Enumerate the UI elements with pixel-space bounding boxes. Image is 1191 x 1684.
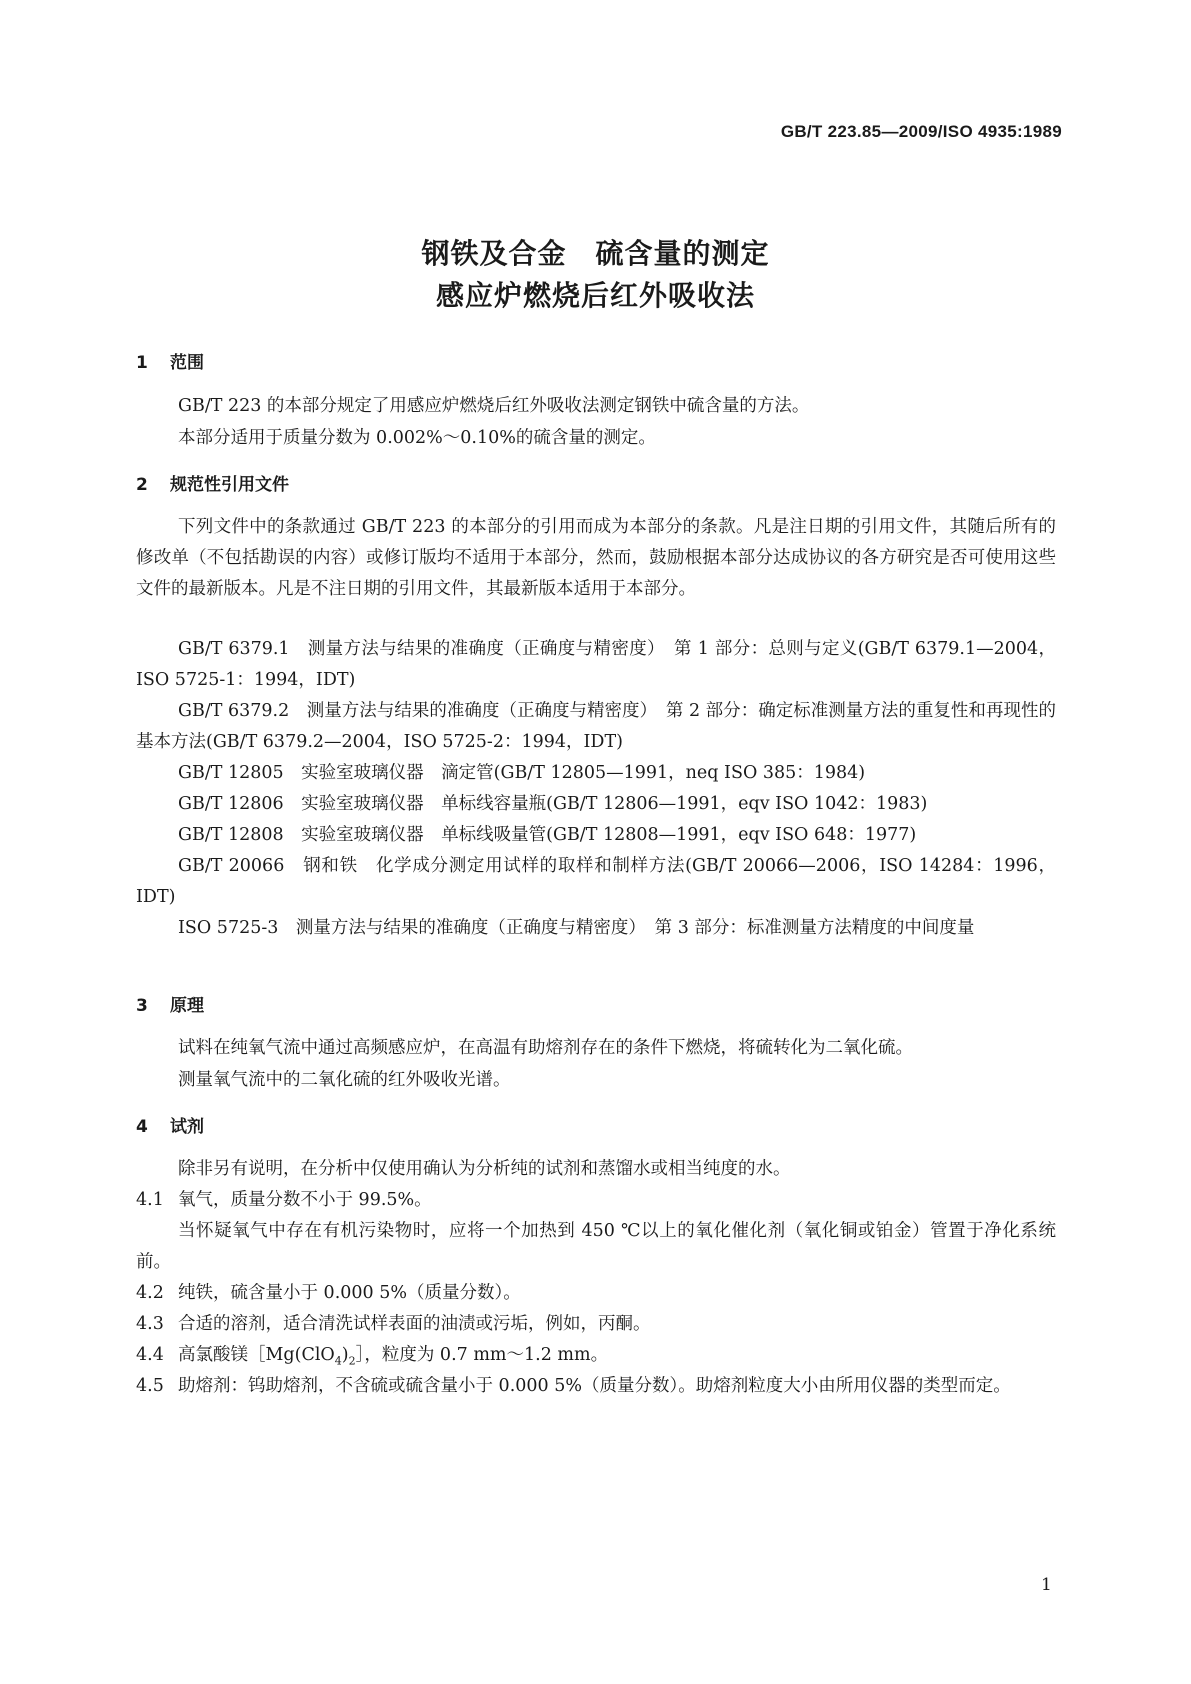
clause-text: 纯铁，硫含量小于 0.000 5%（质量分数）。 [178,1283,521,1303]
section-number: 1 [136,353,148,373]
reference-item: GB/T 12805 实验室玻璃仪器 滴定管(GB/T 12805—1991，neq ISO 385：1984) [178,763,866,783]
clause-number: 4.5 [136,1376,164,1396]
clause-4-3 [136,1309,651,1340]
reference-item: ISO 5725-3 测量方法与结果的准确度（正确度与精密度） 第 3 部分：标准测量方法精度的中间度量 [178,918,975,938]
section-4-heading [136,1112,204,1137]
section-2-intro: 下列文件中的条款通过 GB/T 223 的本部分的引用而成为本部分的条款。凡是注日期的引用文件，其随后所有的修改单（不包括勘误的内容）或修订版均不适用于本部分，然而，鼓励根据本部分达成协议的各方研究是否可使用这些文件的最新版本。凡是不注日期的引用文件，其最新版本适用于本部分。 [136,517,1056,599]
clause-text: ) [341,1345,349,1365]
section-1-heading [136,348,204,373]
clause-text: 氧气，质量分数不小于 99.5%。 [178,1190,432,1210]
section-3-paragraph: 试料在纯氧气流中通过高频感应炉，在高温有助熔剂存在的条件下燃烧，将硫转化为二氧化硫。 [178,1038,913,1058]
clause-4-1 [136,1185,432,1216]
section-number: 4 [136,1117,148,1137]
clause-4-2 [136,1278,521,1309]
clause-number: 4.1 [136,1190,164,1210]
section-number: 3 [136,996,148,1016]
clause-4-1-note: 当怀疑氧气中存在有机污染物时，应将一个加热到 450 ℃以上的氧化催化剂（氧化铜或铂金）管置于净化系统前。 [136,1221,1056,1272]
clause-text: 合适的溶剂，适合清洗试样表面的油渍或污垢，例如，丙酮。 [178,1314,651,1334]
reference-item: GB/T 12808 实验室玻璃仪器 单标线吸量管(GB/T 12808—1991，eqv ISO 648：1977) [178,825,917,845]
reference-item: GB/T 6379.1 测量方法与结果的准确度（正确度与精密度） 第 1 部分：总则与定义(GB/T 6379.1—2004，ISO 5725-1：1994，IDT) [136,639,1056,690]
reference-item: GB/T 12806 实验室玻璃仪器 单标线容量瓶(GB/T 12806—1991，eqv ISO 1042：1983) [178,794,928,814]
section-1-paragraph: 本部分适用于质量分数为 0.002%～0.10%的硫含量的测定。 [178,428,656,448]
section-title: 范围 [170,353,204,373]
section-3-paragraph: 测量氧气流中的二氧化硫的红外吸收光谱。 [178,1070,511,1090]
subscript: 4 [334,1354,342,1368]
reference-item: GB/T 6379.2 测量方法与结果的准确度（正确度与精密度） 第 2 部分：确定标准测量方法的重复性和再现性的基本方法(GB/T 6379.2—2004，ISO 5725-2：1994，IDT) [136,701,1056,752]
section-3-heading [136,991,204,1016]
section-title: 原理 [170,996,204,1016]
clause-number: 4.2 [136,1283,164,1303]
section-4-intro: 除非另有说明，在分析中仅使用确认为分析纯的试剂和蒸馏水或相当纯度的水。 [178,1159,791,1179]
section-title: 试剂 [170,1117,204,1137]
section-1-paragraph: GB/T 223 的本部分规定了用感应炉燃烧后红外吸收法测定钢铁中硫含量的方法。 [178,396,810,416]
subscript: 2 [348,1354,356,1368]
clause-number: 4.4 [136,1345,164,1365]
reference-item: GB/T 20066 钢和铁 化学成分测定用试样的取样和制样方法(GB/T 20066—2006，ISO 14284：1996，IDT) [136,856,1056,907]
document-title-line2: 感应炉燃烧后红外吸收法 [435,279,755,312]
page-number: 1 [1041,1575,1052,1595]
clause-number: 4.3 [136,1314,164,1334]
document-title-line1: 钢铁及合金 硫含量的测定 [421,237,770,270]
section-title: 规范性引用文件 [170,475,289,495]
standard-code: GB/T 223.85—2009/ISO 4935:1989 [780,122,1062,141]
clause-text: ］，粒度为 0.7 mm～1.2 mm。 [355,1345,609,1365]
section-number: 2 [136,475,148,495]
clause-text: 高氯酸镁［Mg(ClO [178,1345,335,1365]
clause-text: 助熔剂：钨助熔剂，不含硫或硫含量小于 0.000 5%（质量分数）。助熔剂粒度大小由所用仪器的类型而定。 [178,1376,1011,1396]
clause-4-5 [136,1371,1056,1402]
section-2-heading [136,470,289,495]
